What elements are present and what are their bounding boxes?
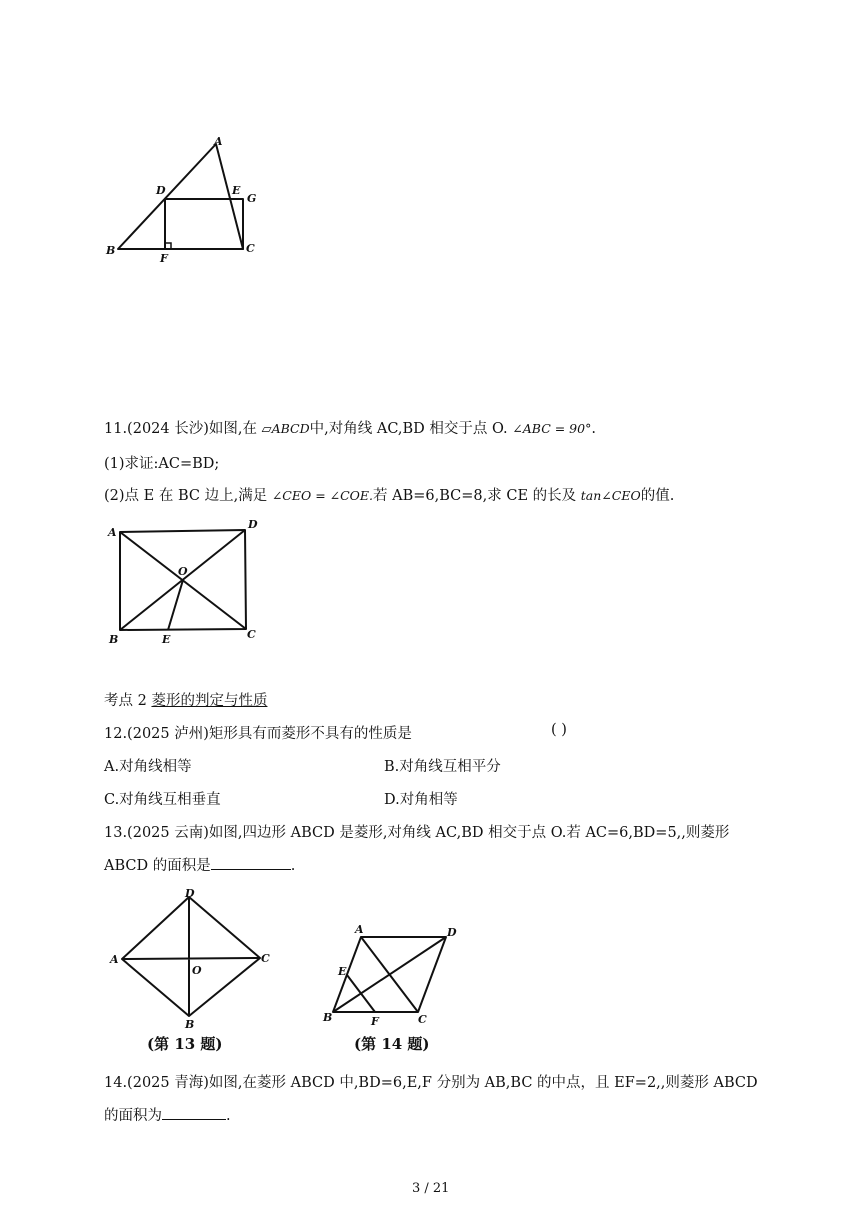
- q14-answer-blank: [162, 1105, 226, 1120]
- diagonals-and-oe: [120, 530, 246, 630]
- q13-line2: ABCD 的面积是 .: [104, 854, 295, 875]
- label-d: D: [156, 184, 166, 197]
- label-e: E: [162, 633, 171, 646]
- q13-figure-caption: (第 13 题): [147, 1035, 223, 1053]
- q12-option-c: C.对角线互相垂直: [104, 792, 221, 808]
- q11-line1: 11.(2024 长沙)如图,在 ▱ABCD中,对角线 AC,BD 相交于点 O. ∠ABC = 90°.: [104, 421, 596, 437]
- label-o: O: [178, 565, 188, 578]
- section-heading: 考点 2 菱形的判定与性质: [104, 693, 268, 709]
- q12-option-a: A.对角线相等: [104, 759, 192, 775]
- diagonals-and-ef: [333, 937, 446, 1012]
- label-f: F: [160, 252, 168, 265]
- rhombus-abcd: [122, 897, 260, 1016]
- label-b: B: [106, 244, 116, 257]
- q14-figure-caption: (第 14 题): [354, 1035, 430, 1053]
- label-f: F: [371, 1015, 379, 1028]
- figure-triangle-rectangle: [100, 130, 270, 265]
- q12-answer-paren: ( ): [551, 722, 567, 738]
- label-c: C: [418, 1013, 427, 1026]
- q12-option-b: B.对角线互相平分: [384, 759, 501, 775]
- q14-line2: 的面积为 .: [104, 1104, 231, 1125]
- label-e: E: [338, 965, 347, 978]
- label-a: A: [110, 953, 119, 966]
- label-a: A: [214, 135, 223, 148]
- label-d: D: [248, 518, 258, 531]
- q12-stem: 12.(2025 泸州)矩形具有而菱形不具有的性质是: [104, 726, 412, 742]
- label-o: O: [192, 964, 202, 977]
- q13-answer-blank: [211, 855, 291, 870]
- figure-q11-rectangle: [100, 512, 270, 652]
- figure-q14-rhombus: [318, 918, 468, 1030]
- parallelogram-symbol: ▱: [261, 422, 272, 437]
- q11-part1: (1)求证:AC=BD;: [104, 456, 220, 472]
- label-c: C: [261, 952, 270, 965]
- label-c: C: [247, 628, 256, 641]
- q11-part2: (2)点 E 在 BC 边上,满足 ∠CEO = ∠COE.若 AB=6,BC=8,求 CE 的长及 tan∠CEO的值.: [104, 488, 675, 504]
- q14-line1: 14.(2025 青海)如图,在菱形 ABCD 中,BD=6,E,F 分别为 AB,BC 的中点，且 EF=2,,则菱形 ABCD: [104, 1075, 758, 1091]
- label-b: B: [109, 633, 119, 646]
- diagonals: [122, 897, 260, 1016]
- triangle-abc: [118, 144, 243, 249]
- q13-line1: 13.(2025 云南)如图,四边形 ABCD 是菱形,对角线 AC,BD 相交于点 O.若 AC=6,BD=5,,则菱形: [104, 825, 730, 841]
- figure-q13-rhombus: [100, 885, 280, 1035]
- q12-option-d: D.对角相等: [384, 792, 458, 808]
- label-d: D: [185, 887, 195, 900]
- label-e: E: [232, 184, 241, 197]
- label-b: B: [185, 1018, 195, 1031]
- section-title: 菱形的判定与性质: [151, 693, 268, 709]
- label-b: B: [323, 1011, 333, 1024]
- label-g: G: [247, 192, 257, 205]
- page-indicator: 3 / 21: [412, 1181, 450, 1196]
- label-d: D: [447, 926, 457, 939]
- label-a: A: [108, 526, 117, 539]
- label-c: C: [246, 242, 255, 255]
- label-a: A: [355, 923, 364, 936]
